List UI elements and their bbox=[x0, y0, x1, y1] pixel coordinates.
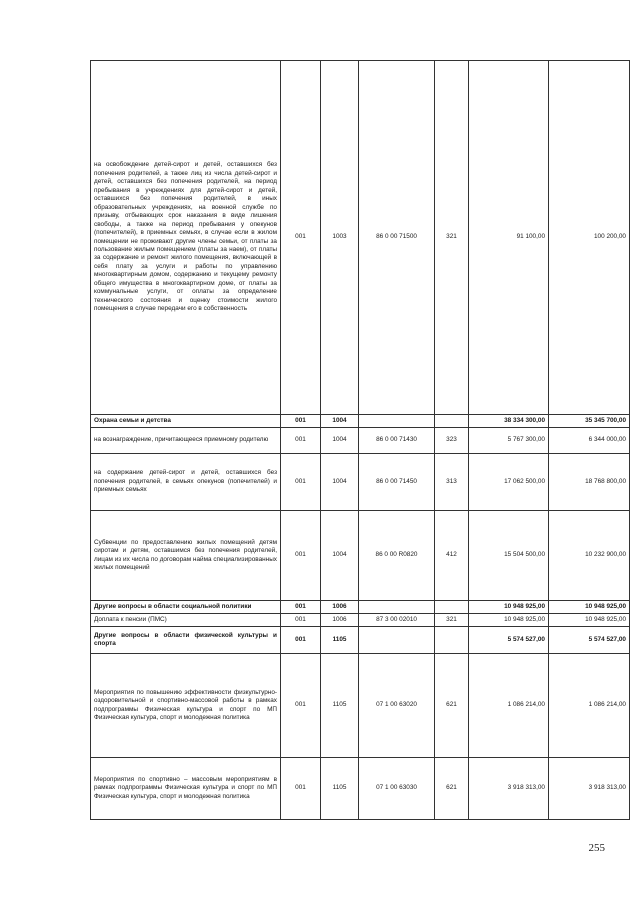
section-code: 1004 bbox=[321, 454, 359, 511]
row-name: Мероприятия по повышению эффективности физкультурно-оздоровительной и спортивно-массовой работы в рамках подпрограммы Физическая культура и спорт по МП Физическая культура, спорт и молодежная политика bbox=[91, 654, 281, 758]
ministry-code: 001 bbox=[281, 654, 321, 758]
row-name: на содержание детей-сирот и детей, оставшихся без попечения родителей, в семьях опекунов (попечителей) и приемных семьях bbox=[91, 454, 281, 511]
row-name: Охрана семьи и детства bbox=[91, 415, 281, 428]
expense-type: 621 bbox=[435, 654, 469, 758]
ministry-code: 001 bbox=[281, 454, 321, 511]
table-row bbox=[91, 454, 630, 511]
table-row bbox=[91, 61, 630, 415]
row-name: Субвенции по предоставлению жилых помещений детям сиротам и детям, оставшимся без попечения родителей, лицам из их числа по договорам найма специализированных жилых помещений bbox=[91, 511, 281, 601]
row-name: на освобождение детей-сирот и детей, оставшихся без попечения родителей, а также лиц из числа детей-сирот и детей, оставшихся без попечения родителей, на период пребывания в учреждениях для детей-сирот и детей, оставшихся без попечения родителей, в иных образовательных учреждениях, на военной службе по призыву, отбывающих срок наказания в виде лишения свободы, а также на период пребывания у опекунов (попечителей), в приемных семьях, в случае если в жилом помещении не проживают другие члены семьи, от платы за пользование жилым помещением (платы за наем), от платы за содержание и ремонт жилого помещения, включающей в себя плату за услуги и работы по управлению многоквартирным домом, содержанию и текущему ремонту общего имущества в многоквартирном доме, от платы за коммунальные услуги, от оплаты за определение технического состояния и оценку стоимости жилого помещения в случае передачи его в собственность bbox=[91, 61, 281, 415]
amount-first: 38 334 300,00 bbox=[469, 415, 549, 428]
target-article: 86 0 00 71430 bbox=[359, 428, 435, 454]
amount-first: 91 100,00 bbox=[469, 61, 549, 415]
ministry-code: 001 bbox=[281, 758, 321, 820]
ministry-code: 001 bbox=[281, 415, 321, 428]
amount-second: 35 345 700,00 bbox=[549, 415, 630, 428]
amount-first: 17 062 500,00 bbox=[469, 454, 549, 511]
amount-second: 10 948 925,00 bbox=[549, 601, 630, 614]
row-name: на вознаграждение, причитающееся приемному родителю bbox=[91, 428, 281, 454]
amount-first: 15 504 500,00 bbox=[469, 511, 549, 601]
target-article bbox=[359, 415, 435, 428]
budget-table bbox=[90, 60, 630, 820]
ministry-code: 001 bbox=[281, 627, 321, 654]
amount-second: 1 086 214,00 bbox=[549, 654, 630, 758]
expense-type: 313 bbox=[435, 454, 469, 511]
amount-second: 18 768 800,00 bbox=[549, 454, 630, 511]
amount-second: 10 232 900,00 bbox=[549, 511, 630, 601]
ministry-code: 001 bbox=[281, 601, 321, 614]
table-row bbox=[91, 428, 630, 454]
table-row bbox=[91, 614, 630, 627]
amount-second: 6 344 000,00 bbox=[549, 428, 630, 454]
target-article: 07 1 00 63020 bbox=[359, 654, 435, 758]
expense-type: 323 bbox=[435, 428, 469, 454]
page-number: 255 bbox=[588, 842, 605, 854]
section-code: 1105 bbox=[321, 627, 359, 654]
ministry-code: 001 bbox=[281, 428, 321, 454]
section-code: 1105 bbox=[321, 758, 359, 820]
amount-second: 5 574 527,00 bbox=[549, 627, 630, 654]
amount-first: 5 767 300,00 bbox=[469, 428, 549, 454]
table-row bbox=[91, 627, 630, 654]
table-row bbox=[91, 415, 630, 428]
target-article bbox=[359, 601, 435, 614]
section-code: 1006 bbox=[321, 614, 359, 627]
section-code: 1006 bbox=[321, 601, 359, 614]
expense-type bbox=[435, 601, 469, 614]
section-code: 1004 bbox=[321, 511, 359, 601]
row-name: Мероприятия по спортивно – массовым мероприятиям в рамках подпрограммы Физическая культура и спорт по МП Физическая культура, спорт и молодежная политика bbox=[91, 758, 281, 820]
target-article: 87 3 00 02010 bbox=[359, 614, 435, 627]
table-row bbox=[91, 758, 630, 820]
target-article: 07 1 00 63030 bbox=[359, 758, 435, 820]
amount-first: 10 948 925,00 bbox=[469, 614, 549, 627]
expense-type bbox=[435, 627, 469, 654]
expense-type bbox=[435, 415, 469, 428]
table-row bbox=[91, 511, 630, 601]
row-name: Другие вопросы в области физической культуры и спорта bbox=[91, 627, 281, 654]
target-article: 86 0 00 R0820 bbox=[359, 511, 435, 601]
table-row bbox=[91, 601, 630, 614]
expense-type: 321 bbox=[435, 61, 469, 415]
amount-first: 1 086 214,00 bbox=[469, 654, 549, 758]
ministry-code: 001 bbox=[281, 511, 321, 601]
amount-first: 3 918 313,00 bbox=[469, 758, 549, 820]
expense-type: 621 bbox=[435, 758, 469, 820]
table-row bbox=[91, 654, 630, 758]
row-name: Другие вопросы в области социальной политики bbox=[91, 601, 281, 614]
target-article: 86 0 00 71500 bbox=[359, 61, 435, 415]
amount-first: 5 574 527,00 bbox=[469, 627, 549, 654]
amount-first: 10 948 925,00 bbox=[469, 601, 549, 614]
section-code: 1105 bbox=[321, 654, 359, 758]
ministry-code: 001 bbox=[281, 614, 321, 627]
expense-type: 412 bbox=[435, 511, 469, 601]
section-code: 1004 bbox=[321, 428, 359, 454]
ministry-code: 001 bbox=[281, 61, 321, 415]
section-code: 1003 bbox=[321, 61, 359, 415]
row-name: Доплата к пенсии (ПМС) bbox=[91, 614, 281, 627]
expense-type: 321 bbox=[435, 614, 469, 627]
amount-second: 10 948 925,00 bbox=[549, 614, 630, 627]
section-code: 1004 bbox=[321, 415, 359, 428]
target-article: 86 0 00 71450 bbox=[359, 454, 435, 511]
target-article bbox=[359, 627, 435, 654]
amount-second: 3 918 313,00 bbox=[549, 758, 630, 820]
amount-second: 100 200,00 bbox=[549, 61, 630, 415]
